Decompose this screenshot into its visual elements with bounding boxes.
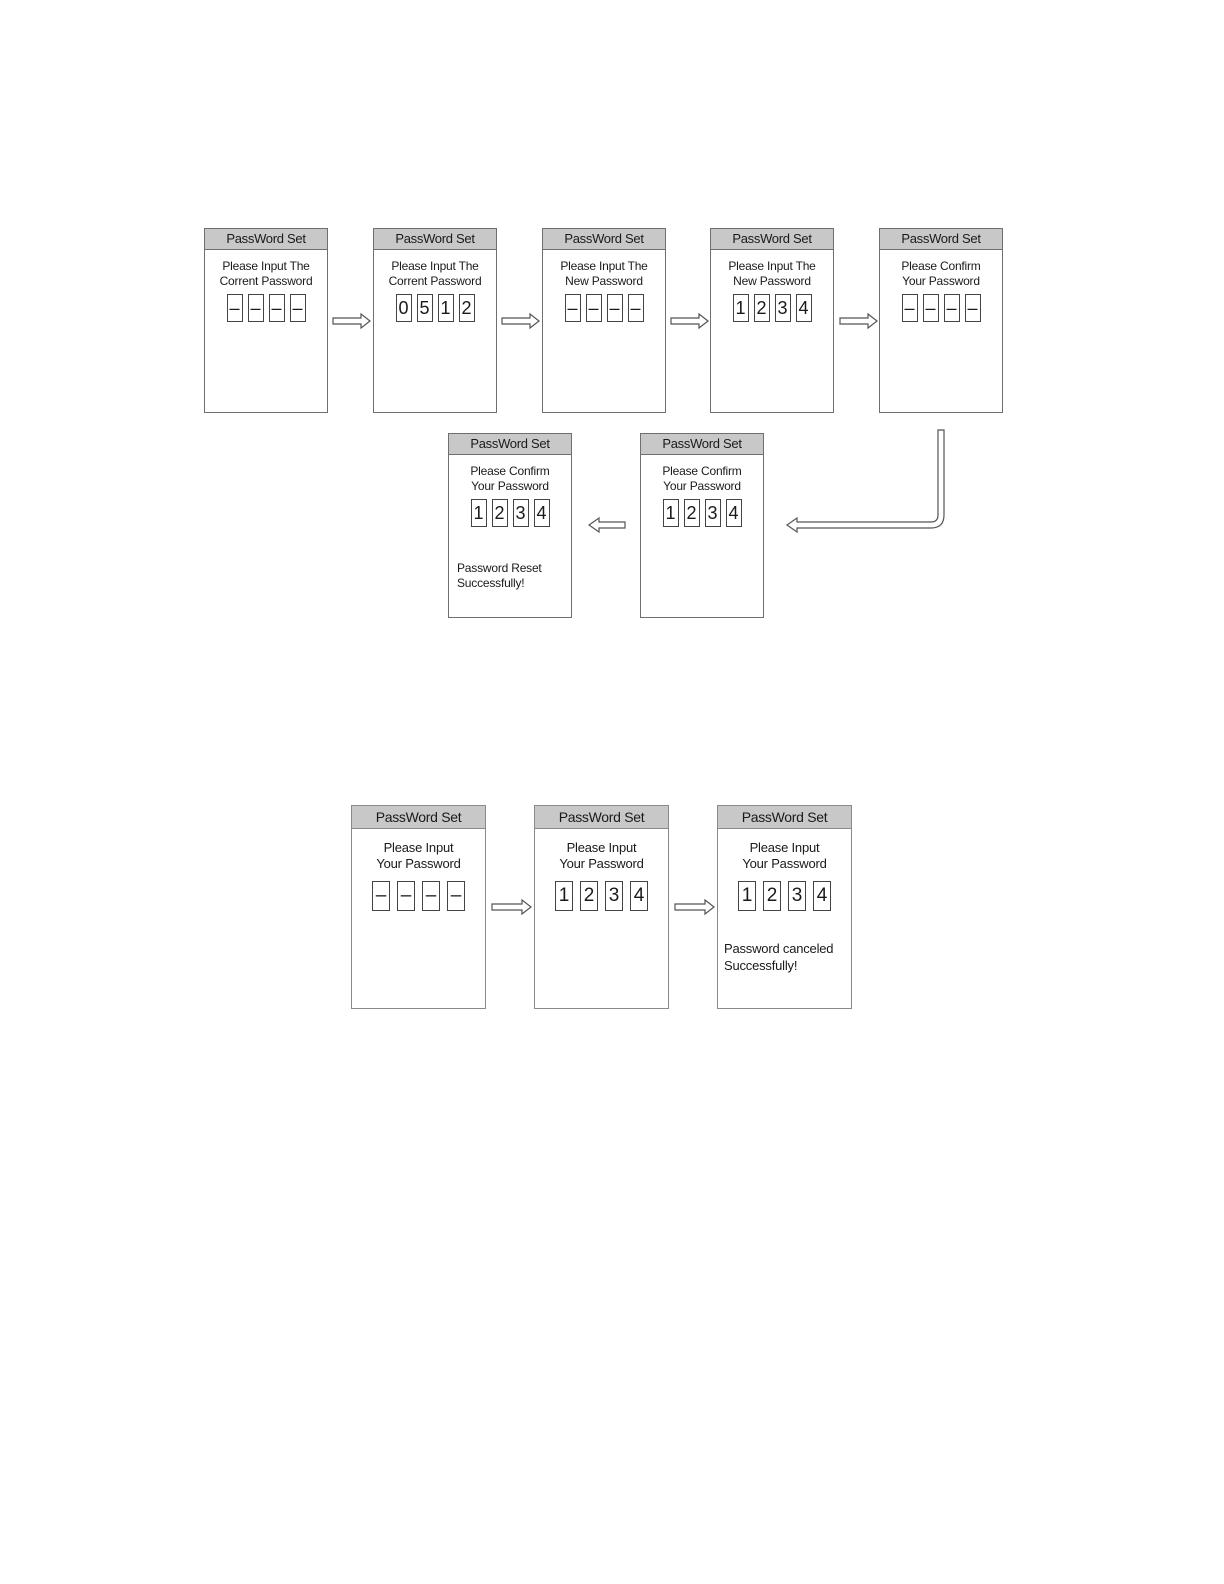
screen-title: PassWord Set <box>641 434 763 455</box>
screen-title: PassWord Set <box>205 229 327 250</box>
password-digit-box: 4 <box>726 499 742 527</box>
password-digit-box: 4 <box>630 881 648 911</box>
screen-title: PassWord Set <box>374 229 496 250</box>
arrow-right <box>502 314 539 328</box>
password-digit-box: 4 <box>796 294 812 322</box>
password-digit-box: 1 <box>733 294 749 322</box>
screen-prompt: Please Confirm Your Password <box>662 464 742 493</box>
password-digit-box: – <box>269 294 285 322</box>
password-digit-box: 4 <box>813 881 831 911</box>
arrow-left <box>589 518 625 532</box>
password-digit-box: 3 <box>775 294 791 322</box>
password-digit-box: 2 <box>459 294 475 322</box>
screen-prompt: Please Confirm Your Password <box>901 259 981 288</box>
arrow-right <box>333 314 370 328</box>
screen-prompt: Please Input The Corrent Password <box>219 259 313 288</box>
arrow-right <box>671 314 708 328</box>
screen-title: PassWord Set <box>718 806 851 829</box>
password-digit-box: – <box>397 881 415 911</box>
password-digit-box: 1 <box>438 294 454 322</box>
screen-title: PassWord Set <box>535 806 668 829</box>
arrow-right <box>675 900 714 914</box>
password-digit-box: 2 <box>580 881 598 911</box>
password-digit-box: – <box>248 294 264 322</box>
screen-prompt: Please Input Your Password <box>559 840 644 871</box>
password-digit-box: – <box>628 294 644 322</box>
screen-prompt: Please Confirm Your Password <box>470 464 550 493</box>
screen-title: PassWord Set <box>711 229 833 250</box>
password-digit-box: 2 <box>754 294 770 322</box>
password-digit-box: 2 <box>684 499 700 527</box>
screen-title: PassWord Set <box>352 806 485 829</box>
password-digit-box: – <box>290 294 306 322</box>
screen-title: PassWord Set <box>880 229 1002 250</box>
password-digit-box: – <box>965 294 981 322</box>
password-digit-box: – <box>586 294 602 322</box>
password-digit-box: 3 <box>513 499 529 527</box>
password-digit-box: 3 <box>788 881 806 911</box>
screen-prompt: Please Input Your Password <box>376 840 461 871</box>
password-digit-box: – <box>923 294 939 322</box>
password-digit-box: 1 <box>555 881 573 911</box>
password-digit-box: – <box>902 294 918 322</box>
screen-prompt: Please Input The Corrent Password <box>388 259 482 288</box>
status-message: Password canceled Successfully! <box>724 941 834 973</box>
password-digit-box: 3 <box>605 881 623 911</box>
status-message: Password Reset Successfully! <box>457 561 542 590</box>
password-digit-box: 1 <box>663 499 679 527</box>
password-digit-box: – <box>447 881 465 911</box>
password-digit-box: – <box>372 881 390 911</box>
password-digit-box: – <box>565 294 581 322</box>
password-digit-box: 2 <box>492 499 508 527</box>
password-digit-box: 4 <box>534 499 550 527</box>
screen-title: PassWord Set <box>543 229 665 250</box>
password-digit-box: 1 <box>738 881 756 911</box>
password-digit-box: – <box>227 294 243 322</box>
screen-title: PassWord Set <box>449 434 571 455</box>
arrow-return <box>787 430 944 532</box>
password-digit-box: 0 <box>396 294 412 322</box>
password-digit-box: – <box>422 881 440 911</box>
password-digit-box: – <box>944 294 960 322</box>
screen-prompt: Please Input The New Password <box>560 259 648 288</box>
screen-prompt: Please Input The New Password <box>728 259 816 288</box>
arrow-right <box>840 314 877 328</box>
screen-prompt: Please Input Your Password <box>742 840 827 871</box>
password-digit-box: – <box>607 294 623 322</box>
password-digit-box: 3 <box>705 499 721 527</box>
arrow-right <box>492 900 531 914</box>
password-digit-box: 1 <box>471 499 487 527</box>
password-digit-box: 5 <box>417 294 433 322</box>
password-digit-box: 2 <box>763 881 781 911</box>
